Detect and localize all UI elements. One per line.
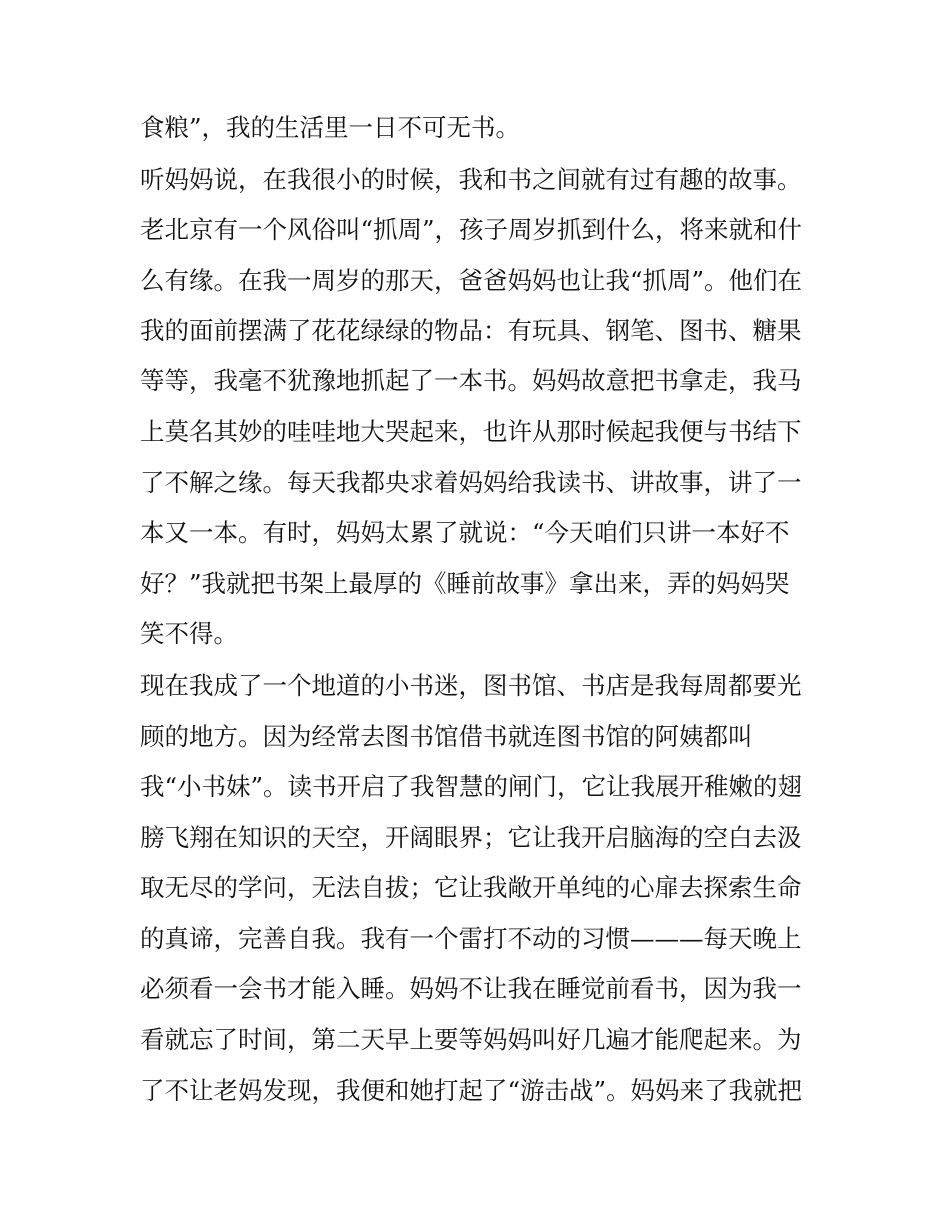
text-line: 现在我成了一个地道的小书迷，图书馆、书店是我每周都要光 (140, 671, 802, 700)
text-line: 么有缘。在我一周岁的那天，爸爸妈妈也让我“抓周”。他们在 (140, 266, 803, 295)
text-line: 本又一本。有时，妈妈太累了就说：“今天咱们只讲一本好不 (140, 518, 790, 547)
text-line: 的真谛，完善自我。我有一个雷打不动的习惯———每天晚上 (140, 924, 802, 953)
text-line: 我“小书妹”。读书开启了我智慧的闸门，它让我展开稚嫩的翅 (140, 772, 803, 801)
text-line: 取无尽的学问，无法自拔；它让我敞开单纯的心扉去探索生命 (140, 873, 802, 902)
text-line: 食粮”，我的生活里一日不可无书。 (140, 113, 521, 142)
text-line: 好？”我就把书架上最厚的《睡前故事》拿出来，弄的妈妈哭 (140, 569, 790, 598)
text-line: 上莫名其妙的哇哇地大哭起来，也许从那时候起我便与书结下 (140, 417, 802, 446)
text-line: 了不让老妈发现，我便和她打起了“游击战”。妈妈来了我就把 (140, 1076, 803, 1105)
text-line: 膀飞翔在知识的天空，开阔眼界；它让我开启脑海的空白去汲 (140, 823, 802, 852)
text-line: 我的面前摆满了花花绿绿的物品：有玩具、钢笔、图书、糖果 (140, 316, 802, 345)
text-line: 等等，我毫不犹豫地抓起了一本书。妈妈故意把书拿走，我马 (140, 366, 802, 395)
text-line: 笑不得。 (140, 619, 238, 648)
text-line: 老北京有一个风俗叫“抓周”，孩子周岁抓到什么，将来就和什 (140, 215, 803, 244)
text-line: 了不解之缘。每天我都央求着妈妈给我读书、讲故事，讲了一 (140, 468, 802, 497)
text-line: 看就忘了时间，第二天早上要等妈妈叫好几遍才能爬起来。为 (140, 1025, 802, 1054)
text-line: 必须看一会书才能入睡。妈妈不让我在睡觉前看书，因为我一 (140, 974, 802, 1003)
text-line: 顾的地方。因为经常去图书馆借书就连图书馆的阿姨都叫 (140, 722, 753, 751)
text-line: 听妈妈说，在我很小的时候，我和书之间就有过有趣的故事。 (140, 165, 802, 194)
